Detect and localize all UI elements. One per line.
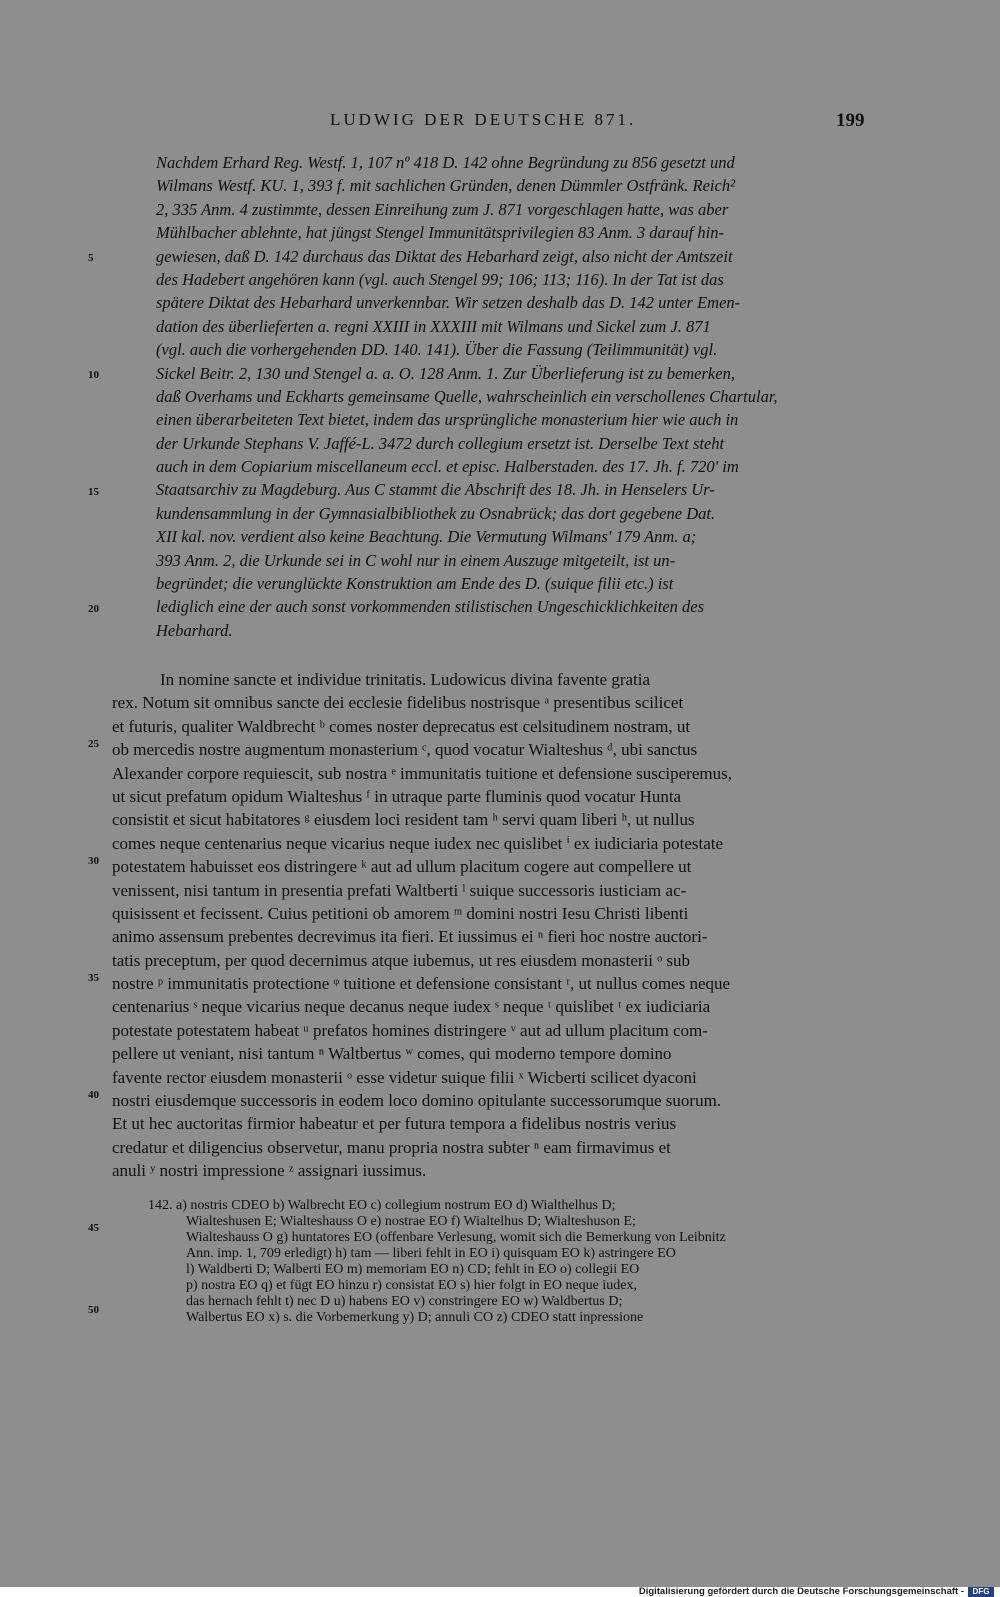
charter-line: anuli ʸ nostri impressione ᶻ assignari iussimus. xyxy=(112,1161,427,1181)
line-number: 35 xyxy=(88,972,99,984)
charter-line: In nomine sancte et individue trinitatis. Ludowicus divina favente gratia xyxy=(160,670,651,689)
remark-line: Sickel Beitr. 2, 130 und Stengel a. a. O. 128 Anm. 1. Zur Überlieferung ist zu bemerken, xyxy=(156,363,735,383)
line-number: 15 xyxy=(88,486,99,498)
charter-line: Alexander corpore requiescit, sub nostra ᵉ immunitatis tuitione et defensione susciperemus, xyxy=(112,763,732,783)
charter-line: animo assensum prebentes decrevimus ita fieri. Et iussimus ei ⁿ fieri hoc nostre auctori- xyxy=(112,927,708,947)
charter-line: tatis preceptum, per quod decernimus atque iubemus, ut res eiusdem monasterii ᵒ sub xyxy=(112,950,691,970)
remark-line: Mühlbacher ablehnte, hat jüngst Stengel Immunitätsprivilegien 83 Anm. 3 darauf hin- xyxy=(156,223,724,243)
remark-line: auch in dem Copiarium miscellaneum eccl. et episc. Halberstaden. des 17. Jh. f. 720' im xyxy=(156,457,739,477)
remark-line: 2, 335 Anm. 4 zustimmte, dessen Einreihung zum J. 871 vorgeschlagen hatte, was aber xyxy=(156,199,729,219)
footnote-line: Ann. imp. 1, 709 erledigt) h) tam — liberi fehlt in EO i) quisquam EO k) astringere EO xyxy=(186,1246,676,1261)
footnotes xyxy=(148,1198,878,1326)
dfg-logo: DFG xyxy=(968,1587,994,1597)
remark-line: Hebarhard. xyxy=(156,620,233,640)
footnote-line: Walbertus EO x) s. die Vorbemerkung y) D; annuli CO z) CDEO statt inpressione xyxy=(186,1310,644,1325)
remark-line: lediglich eine der auch sonst vorkommenden stilistischen Ungeschicklichkeiten des xyxy=(156,597,705,617)
footnote-line: Wialteshauss O g) huntatores EO (offenbare Verlesung, womit sich die Bemerkung von Leibnitz xyxy=(186,1230,726,1245)
charter-line: favente rector eiusdem monasterii ᵒ esse videtur suique filii ˣ Wicberti scilicet dyaconi xyxy=(112,1067,697,1087)
remark-line: daß Overhams und Eckharts gemeinsame Quelle, wahrscheinlich ein verschollenes Chartular, xyxy=(156,386,778,406)
remark-line: des Hadebert angehören kann (vgl. auch Stengel 99; 106; 113; 116). In der Tat ist das xyxy=(156,269,724,289)
line-number: 10 xyxy=(88,369,99,381)
footnote-line: 142. a) nostris CDEO b) Walbrecht EO c) collegium nostrum EO d) Wialthelhus D; xyxy=(148,1198,616,1213)
remark-line: gewiesen, daß D. 142 durchaus das Diktat des Hebarhard zeigt, also nicht der Amtszeit xyxy=(156,246,733,266)
remark-line: begründet; die verunglückte Konstruktion am Ende des D. (suique filii etc.) ist xyxy=(156,574,674,594)
charter-line: rex. Notum sit omnibus sancte dei ecclesie fidelibus nostrisque ᵃ presentibus scilicet xyxy=(112,693,684,713)
charter-line: nostre ᵖ immunitatis protectione ᵠ tuitione et defensione consistant ʳ, ut nullus comes neque xyxy=(112,974,731,994)
remark-line: Wilmans Westf. KU. 1, 393 f. mit sachlichen Gründen, denen Dümmler Ostfränk. Reich² xyxy=(156,176,736,196)
footnote-line: Wialteshusen E; Wialteshauss O e) nostrae EO f) Wialtelhus D; Wialteshuson E; xyxy=(186,1214,636,1229)
running-title: LUDWIG DER DEUTSCHE 871. xyxy=(330,110,637,129)
remark-line: XII kal. nov. verdient also keine Beachtung. Die Vermutung Wilmans' 179 Anm. a; xyxy=(156,527,697,547)
line-number: 45 xyxy=(88,1222,99,1234)
line-number: 25 xyxy=(88,738,99,750)
remark-line: (vgl. auch die vorhergehenden DD. 140. 141). Über die Fassung (Teilimmunität) vgl. xyxy=(156,340,718,360)
charter-line: credatur et diligencius observetur, manu propria nostra subter ⁿ eam firmavimus et xyxy=(112,1137,671,1157)
charter-line: centenarius ˢ neque vicarius neque decanus neque iudex ˢ neque ᵗ quislibet ᵗ ex iudiciaria xyxy=(112,997,711,1017)
charter-line: venissent, nisi tantum in presentia prefati Waltberti ˡ suique successoris iusticiam ac- xyxy=(112,880,687,900)
remark-line: kundensammlung in der Gymnasialbibliothek zu Osnabrück; das dort gegebene Dat. xyxy=(156,503,716,523)
charter-line: Et ut hec auctoritas firmior habeatur et per futura tempora a fidelibus nostris verius xyxy=(112,1114,677,1134)
remark-line: spätere Diktat des Hebarhard unverkennbar. Wir setzen deshalb das D. 142 unter Emen- xyxy=(156,293,741,313)
footnote-line: l) Waldberti D; Walberti EO m) memoriam EO n) CD; fehlt in EO o) collegii EO xyxy=(186,1262,640,1277)
charter-line: comes neque centenarius neque vicarius neque iudex nec quislibet ⁱ ex iudiciaria potestate xyxy=(112,833,724,853)
line-number: 50 xyxy=(88,1304,99,1316)
remark-line: einen überarbeiteten Text bietet, indem das ursprüngliche monasterium hier wie auch in xyxy=(156,410,739,430)
line-number: 30 xyxy=(88,855,99,867)
digitization-credit: Digitalisierung gefördert durch die Deutsche Forschungsgemeinschaft - xyxy=(638,1586,964,1597)
charter-line: potestate potestatem habeat ᵘ prefatos homines distringere ᵛ aut ad ullum placitum com- xyxy=(112,1020,708,1040)
charter-line: nostri eiusdemque successoris in eodem loco domino opitulante successorumque suorum. xyxy=(112,1091,722,1111)
charter-line: potestatem habuisset eos distringere ᵏ aut ad ullum placitum cogere aut compellere ut xyxy=(112,857,692,877)
remark-line: 393 Anm. 2, die Urkunde sei in C wohl nur in einem Auszuge mitgeteilt, ist un- xyxy=(156,550,676,570)
remark-line: Staatsarchiv zu Magdeburg. Aus C stammt die Abschrift des 18. Jh. in Henselers Ur- xyxy=(156,480,715,500)
preliminary-remark xyxy=(156,151,868,642)
remark-line: Nachdem Erhard Reg. Westf. 1, 107 nº 418 D. 142 ohne Begründung zu 856 gesetzt und xyxy=(156,153,735,172)
page-number: 199 xyxy=(836,110,865,131)
line-number: 40 xyxy=(88,1089,99,1101)
remark-line: der Urkunde Stephans V. Jaffé-L. 3472 durch collegium ersetzt ist. Derselbe Text steht xyxy=(156,433,725,453)
footnote-line: p) nostra EO q) et fügt EO hinzu r) consistat EO s) hier folgt in EO neque iudex, xyxy=(186,1278,638,1293)
charter-line: ob mercedis nostre augmentum monasterium ᶜ, quod vocatur Wialteshus ᵈ, ubi sanctus xyxy=(112,740,698,760)
charter-line: et futuris, qualiter Waldbrecht ᵇ comes noster deprecatus est celsitudinem nostram, ut xyxy=(112,716,691,736)
remark-line: dation des überlieferten a. regni XXIII in XXXIII mit Wilmans und Sickel zum J. 871 xyxy=(156,316,711,336)
charter-line: ut sicut prefatum opidum Wialteshus ᶠ in utraque parte fluminis quod vocatur Hunta xyxy=(112,786,682,806)
charter-text xyxy=(112,668,872,1183)
footnote-line: das hernach fehlt t) nec D u) habens EO v) constringere EO w) Waldbertus D; xyxy=(186,1294,623,1309)
line-number: 5 xyxy=(88,252,94,264)
line-number: 20 xyxy=(88,603,99,615)
charter-line: pellere ut veniant, nisi tantum ⁿ Waltbertus ʷ comes, qui moderno tempore domino xyxy=(112,1044,672,1064)
charter-line: quisissent et fecissent. Cuius petitioni ob amorem ᵐ domini nostri Iesu Christi libenti xyxy=(112,903,689,923)
charter-line: consistit et sicut habitatores ᵍ eiusdem loci resident tam ʰ servi quam liberi ʰ, ut nullus xyxy=(112,810,695,830)
